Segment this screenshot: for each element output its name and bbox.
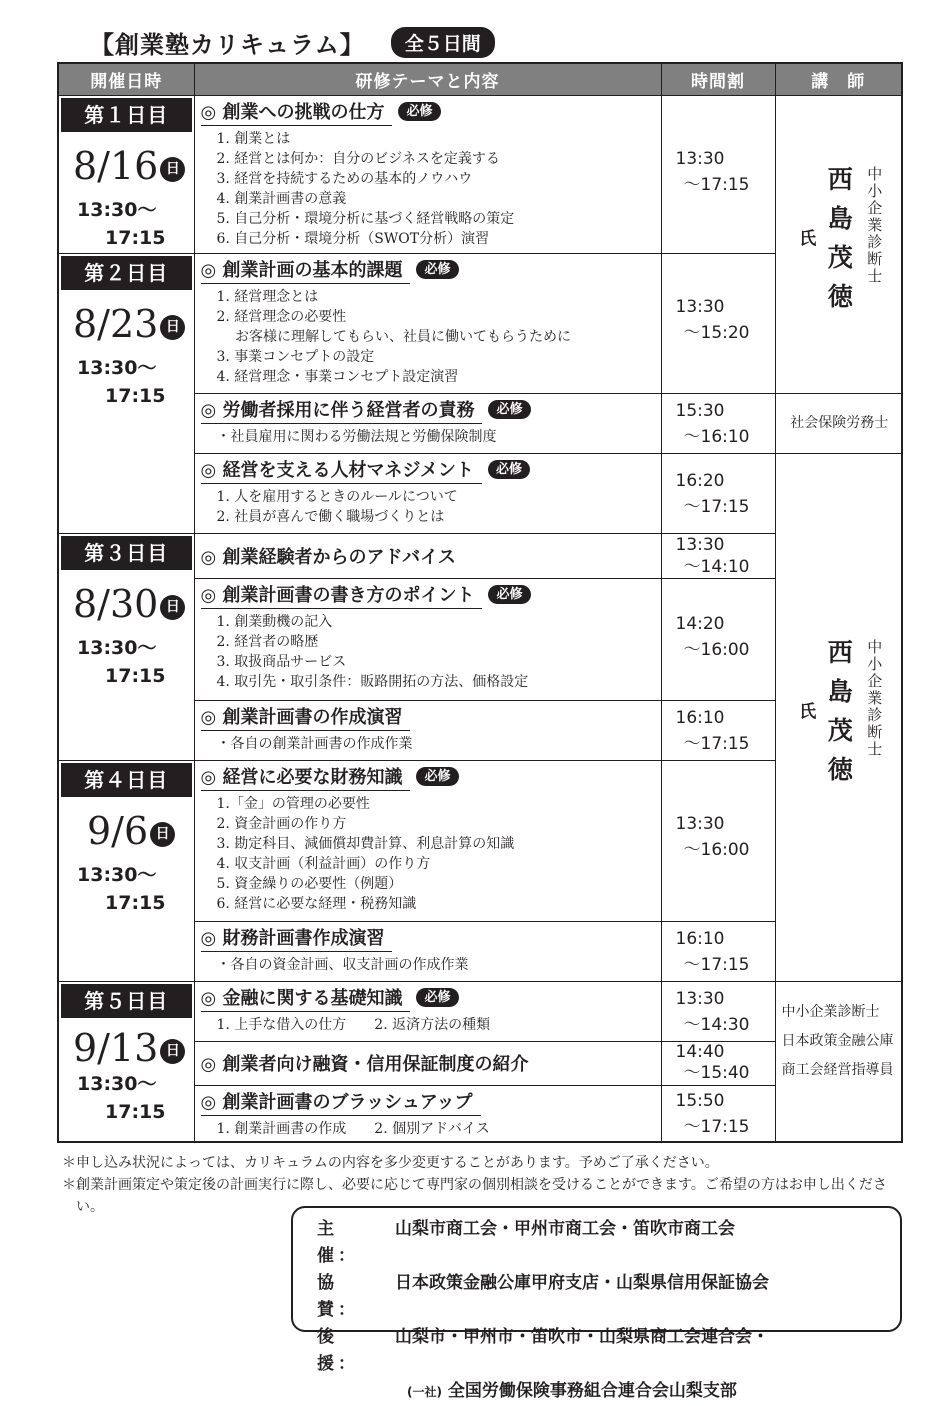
topic-cell (194, 393, 661, 453)
list-item: 5. 資金繰りの必要性（例題） (216, 876, 403, 893)
list-item: ・各自の資金計画、収支計画の作成作業 (216, 956, 469, 973)
instructor-name: 西島茂徳 氏 (795, 639, 854, 796)
required-badge: 必修 (488, 585, 530, 604)
instructor-name: 西島茂徳 氏 (795, 166, 854, 323)
sponsor-row-host: 主 催： 山梨市商工会・甲州市商工会・笛吹市商工会 (317, 1219, 735, 1266)
time-cell: 14:40 ～15:40 (661, 1041, 775, 1085)
day-label: 第５日目 (61, 984, 192, 1018)
page-header (90, 24, 495, 60)
instructor-list (776, 982, 902, 1081)
header-date: 開催日時 (58, 63, 194, 95)
day-date: 9/13 日 (59, 1026, 194, 1070)
table-row (58, 95, 902, 253)
list-item: 5. 自己分析・環境分析に基づく経営戦略の策定 (216, 210, 515, 227)
instructor-cell (775, 981, 902, 1142)
time-cell: 16:10 ～17:15 (661, 921, 775, 981)
topic-cell (194, 579, 661, 701)
instructor-title: 商工会経営指導員 (781, 1061, 894, 1078)
topic-title: ◎ 労働者採用に伴う経営者の責務 (201, 398, 483, 424)
topic-cell (194, 701, 661, 761)
topic-cell (194, 453, 661, 533)
topic-cell (194, 921, 661, 981)
list-item: 1. 経営理念とは (216, 288, 319, 305)
day-time: 13:30～ 17:15 (77, 864, 166, 915)
list-item: 3. 取扱商品サービス (216, 654, 347, 671)
topic-title: ◎ 創業計画書の書き方のポイント (201, 583, 483, 609)
day-cell (58, 253, 194, 533)
list-item: 2. 資金計画の作り方 (216, 816, 347, 833)
sponsors-box (291, 1206, 902, 1401)
instructor-title: 社会保険労務士 (790, 415, 889, 432)
weekday-badge: 日 (160, 595, 185, 620)
time-cell: 13:30 ～14:10 (661, 534, 775, 579)
time-cell: 15:30 ～16:10 (661, 393, 775, 453)
list-item: 4. 創業計画書の意義 (216, 190, 347, 207)
required-badge: 必修 (488, 400, 530, 419)
page-title: 【創業塾カリキュラム】 (90, 30, 365, 59)
day-date: 8/16 日 (59, 144, 194, 188)
topic-title: ◎ 金融に関する基礎知識 (201, 986, 411, 1012)
curriculum-table (57, 62, 903, 1143)
time-cell: 13:30 ～17:15 (661, 95, 775, 253)
list-item: 3. 経営を持続するための基本的ノウハウ (216, 170, 473, 187)
duration-badge: 全５日間 (391, 27, 495, 58)
list-item: ・社員雇用に関わる労働法規と労働保険制度 (216, 428, 497, 445)
day-date: 9/6 日 (59, 809, 194, 853)
list-item: 6. 経営に必要な経理・税務知識 (216, 896, 417, 913)
time-cell: 16:20 ～17:15 (661, 453, 775, 533)
day-label: 第４日目 (61, 763, 192, 797)
required-badge: 必修 (398, 102, 440, 121)
weekday-badge: 日 (160, 157, 185, 182)
list-item: 2. 社員が喜んで働く職場づくりとは (216, 508, 445, 525)
topic-items (201, 427, 655, 447)
weekday-badge: 日 (160, 1039, 185, 1064)
list-item: 4. 収支計画（利益計画）の作り方 (216, 856, 431, 873)
list-item: 1. 人を雇用するときのルールについて (216, 488, 458, 505)
day-cell (58, 761, 194, 981)
topic-items (201, 955, 655, 975)
day-date: 8/23 日 (59, 302, 194, 346)
list-item: 6. 自己分析・環境分析（SWOT分析）演習 (216, 230, 490, 247)
table-header-row (58, 63, 902, 95)
day-time: 13:30～ 17:15 (77, 198, 166, 249)
list-item: 2. 経営理念の必要性 (216, 308, 347, 325)
topic-cell (194, 1041, 661, 1085)
topic-cell (194, 253, 661, 393)
instructor-title: 中小企業診断士 (865, 166, 884, 286)
list-item: ・各自の創業計画書の作成作業 (216, 736, 413, 753)
day-label: 第２日目 (61, 256, 192, 290)
topic-items (201, 1015, 655, 1035)
header-theme: 研修テーマと内容 (194, 63, 661, 95)
list-item: 1.「金」の管理の必要性 (216, 796, 370, 813)
day-cell (58, 534, 194, 761)
day-time: 13:30～ 17:15 (77, 356, 166, 407)
topic-title: ◎ 創業への挑戦の仕方 (201, 100, 393, 126)
instructor-cell (775, 393, 902, 453)
list-item: 1. 創業計画書の作成 2. 個別アドバイス (216, 1120, 490, 1137)
topic-items (201, 129, 655, 249)
instructor-title: 日本政策金融公庫 (781, 1032, 894, 1049)
sponsor-row-cosponsor: 協 賛： 日本政策金融公庫甲府支店・山梨県信用保証協会 (317, 1273, 769, 1320)
topic-cell (194, 981, 661, 1041)
required-badge: 必修 (488, 460, 530, 479)
topic-title: ◎ 財務計画書作成演習 (201, 926, 393, 952)
header-time: 時間割 (661, 63, 775, 95)
list-item: お客様に理解してもらい、社員に働いてもらうために (216, 328, 571, 345)
time-cell: 13:30 ～14:30 (661, 981, 775, 1041)
topic-title: ◎ 経営に必要な財務知識 (201, 765, 411, 791)
topic-items (201, 612, 655, 692)
topic-title: ◎ 経営を支える人材マネジメント (201, 458, 482, 484)
required-badge: 必修 (416, 988, 458, 1007)
list-item: 2. 経営とは何か：自分のビジネスを定義する (216, 150, 500, 167)
list-item: 4. 経営理念・事業コンセプト設定演習 (216, 368, 459, 385)
header-instructor: 講 師 (775, 63, 902, 95)
table-row (58, 981, 902, 1041)
time-cell: 16:10 ～17:15 (661, 701, 775, 761)
list-item: 2. 経営者の略歴 (216, 634, 319, 651)
topic-cell (194, 1085, 661, 1142)
day-time: 13:30～ 17:15 (77, 637, 166, 688)
required-badge: 必修 (416, 260, 458, 279)
day-time: 13:30～ 17:15 (77, 1072, 166, 1123)
topic-title: ◎ 創業計画書の作成演習 (201, 705, 411, 731)
topic-title: ◎ 創業計画の基本的課題 (201, 258, 411, 284)
weekday-badge: 日 (150, 822, 175, 847)
day-date: 8/30 日 (59, 582, 194, 626)
footnote: ＊創業計画策定や策定後の計画実行に際し、必要に応じて専門家の個別相談を受けることができます。ご希望の方はお申し出ください。 (62, 1177, 887, 1215)
time-cell: 15:50 ～17:15 (661, 1085, 775, 1142)
list-item: 4. 取引先・取引条件：販路開拓の方法、価格設定 (216, 674, 529, 691)
topic-items (201, 487, 655, 527)
instructor-title: 中小企業診断士 (781, 1003, 880, 1020)
topic-cell (194, 534, 661, 579)
instructor-title: 中小企業診断士 (865, 639, 884, 759)
sponsor-row-support: 後 援： 山梨市・甲州市・笛吹市・山梨県商工会連合会・ (317, 1327, 769, 1374)
list-item: 1. 上手な借入の仕方 2. 返済方法の種類 (216, 1016, 491, 1033)
list-item: 3. 事業コンセプトの設定 (216, 348, 375, 365)
weekday-badge: 日 (160, 315, 185, 340)
topic-cell (194, 761, 661, 921)
time-cell: 13:30 ～15:20 (661, 253, 775, 393)
instructor-cell (775, 453, 902, 981)
list-item: 1. 創業動機の記入 (216, 614, 333, 631)
topic-items (201, 287, 655, 387)
time-cell: 14:20 ～16:00 (661, 579, 775, 701)
day-label: 第３日目 (61, 536, 192, 570)
topic-cell (194, 95, 661, 253)
topic-items (201, 1119, 655, 1139)
sponsor-row-support-extra: (一社) 全国労働保険事務組合連合会山梨支部 (407, 1381, 737, 1401)
required-badge: 必修 (416, 767, 458, 786)
day-cell (58, 981, 194, 1142)
footnote: ＊申し込み状況によっては、カリキュラムの内容を多少変更することがあります。予めご了承ください。 (62, 1155, 719, 1171)
time-cell: 13:30 ～16:00 (661, 761, 775, 921)
instructor-cell (775, 95, 902, 393)
topic-title: ◎ 創業経験者からのアドバイス (200, 546, 456, 568)
day-cell (58, 95, 194, 253)
topic-items (201, 794, 655, 914)
list-item: 3. 勘定科目、減価償却費計算、利息計算の知識 (216, 836, 515, 853)
list-item: 1. 創業とは (216, 130, 291, 147)
topic-title: ◎ 創業者向け融資・信用保証制度の紹介 (200, 1053, 529, 1075)
topic-items (201, 734, 655, 754)
topic-title: ◎ 創業計画書のブラッシュアップ (201, 1090, 481, 1116)
day-label: 第１日目 (61, 98, 192, 132)
